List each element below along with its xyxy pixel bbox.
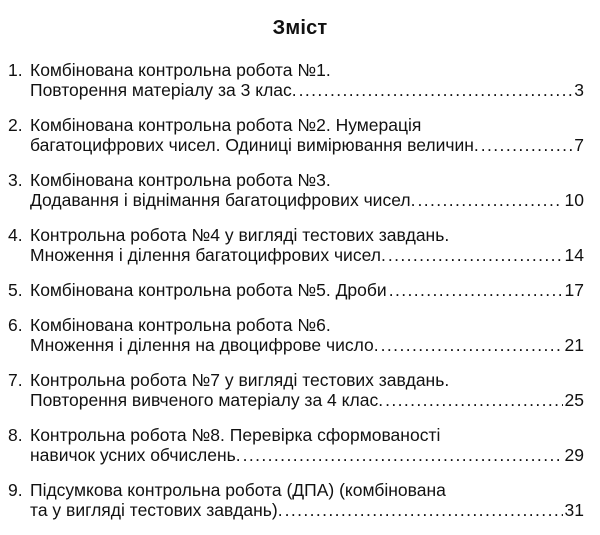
- toc-entry-5[interactable]: [8, 280, 584, 300]
- entry-first-line: [8, 170, 584, 190]
- entry-first-line: [8, 280, 584, 300]
- entry-page-number: 7: [574, 135, 584, 155]
- toc-entry-3[interactable]: [8, 170, 584, 210]
- entry-title: Комбінована контрольна робота №1.: [30, 60, 331, 80]
- toc-entry-4[interactable]: [8, 225, 584, 265]
- entry-second-line: [8, 135, 584, 155]
- entry-page-number: 17: [564, 280, 584, 300]
- dot-leader: [389, 280, 563, 300]
- entry-first-line: [8, 480, 584, 500]
- toc-entry-6[interactable]: [8, 315, 584, 355]
- entry-page-number: 21: [564, 335, 584, 355]
- dot-leader: [417, 190, 562, 210]
- entry-number: 1.: [8, 60, 23, 80]
- entry-first-line: [8, 225, 584, 245]
- entry-title: Підсумкова контрольна робота (ДПА) (комбінована: [30, 480, 446, 500]
- entry-title: Комбінована контрольна робота №6.: [30, 315, 331, 335]
- entry-title: Комбінована контрольна робота №5. Дроби: [30, 280, 387, 300]
- entry-subtitle: Повторення вивченого матеріалу за 4 клас.: [30, 390, 384, 410]
- toc-entry-1[interactable]: [8, 60, 584, 100]
- toc-entry-2[interactable]: [8, 115, 584, 155]
- dot-leader: [388, 245, 563, 265]
- entry-subtitle: Повторення матеріалу за 3 клас.: [30, 80, 297, 100]
- dot-leader: [381, 335, 563, 355]
- entry-first-line: [8, 425, 584, 445]
- entry-first-line: [8, 115, 584, 135]
- entry-page-number: 14: [564, 245, 584, 265]
- dot-leader: [385, 390, 562, 410]
- entry-page-number: 31: [564, 500, 584, 520]
- page-title: Зміст: [272, 17, 328, 39]
- entry-second-line: [8, 245, 584, 265]
- table-of-contents: [8, 60, 584, 535]
- entry-title: Комбінована контрольна робота №3.: [30, 170, 331, 190]
- entry-title: Комбінована контрольна робота №2. Нумерація: [30, 115, 422, 135]
- toc-entry-7[interactable]: [8, 370, 584, 410]
- entry-page-number: 3: [574, 80, 584, 100]
- entry-number: 3.: [8, 170, 23, 190]
- entry-number: 4.: [8, 225, 23, 245]
- entry-second-line: [8, 80, 584, 100]
- entry-number: 9.: [8, 480, 23, 500]
- toc-entry-8[interactable]: [8, 425, 584, 465]
- entry-second-line: [8, 190, 584, 210]
- entry-title: Контрольна робота №4 у вигляді тестових завдань.: [30, 225, 450, 245]
- entry-second-line: [8, 390, 584, 410]
- entry-title: Контрольна робота №7 у вигляді тестових завдань.: [30, 370, 450, 390]
- entry-second-line: [8, 335, 584, 355]
- entry-page-number: 10: [564, 190, 584, 210]
- entry-number: 6.: [8, 315, 23, 335]
- entry-first-line: [8, 60, 584, 80]
- dot-leader: [243, 445, 563, 465]
- dot-leader: [285, 500, 563, 520]
- entry-subtitle: навичок усних обчислень.: [30, 445, 241, 465]
- toc-entry-9[interactable]: [8, 480, 584, 520]
- entry-page-number: 25: [564, 390, 584, 410]
- entry-number: 2.: [8, 115, 23, 135]
- entry-second-line: [8, 500, 584, 520]
- entry-first-line: [8, 370, 584, 390]
- entry-number: 8.: [8, 425, 23, 445]
- entry-subtitle: Множення і ділення на двоцифрове число.: [30, 335, 379, 355]
- dot-leader: [481, 135, 573, 155]
- entry-subtitle: багатоцифрових чисел. Одиниці вимірювання величин.: [30, 135, 479, 155]
- entry-second-line: [8, 445, 584, 465]
- entry-subtitle: Множення і ділення багатоцифрових чисел.: [30, 245, 386, 265]
- entry-number: 5.: [8, 280, 23, 300]
- dot-leader: [299, 80, 573, 100]
- entry-subtitle: та у вигляді тестових завдань).: [30, 500, 283, 520]
- entry-number: 7.: [8, 370, 23, 390]
- entry-page-number: 29: [564, 445, 584, 465]
- entry-subtitle: Додавання і віднімання багатоцифрових чисел.: [30, 190, 416, 210]
- entry-first-line: [8, 315, 584, 335]
- entry-title: Контрольна робота №8. Перевірка сформованості: [30, 425, 441, 445]
